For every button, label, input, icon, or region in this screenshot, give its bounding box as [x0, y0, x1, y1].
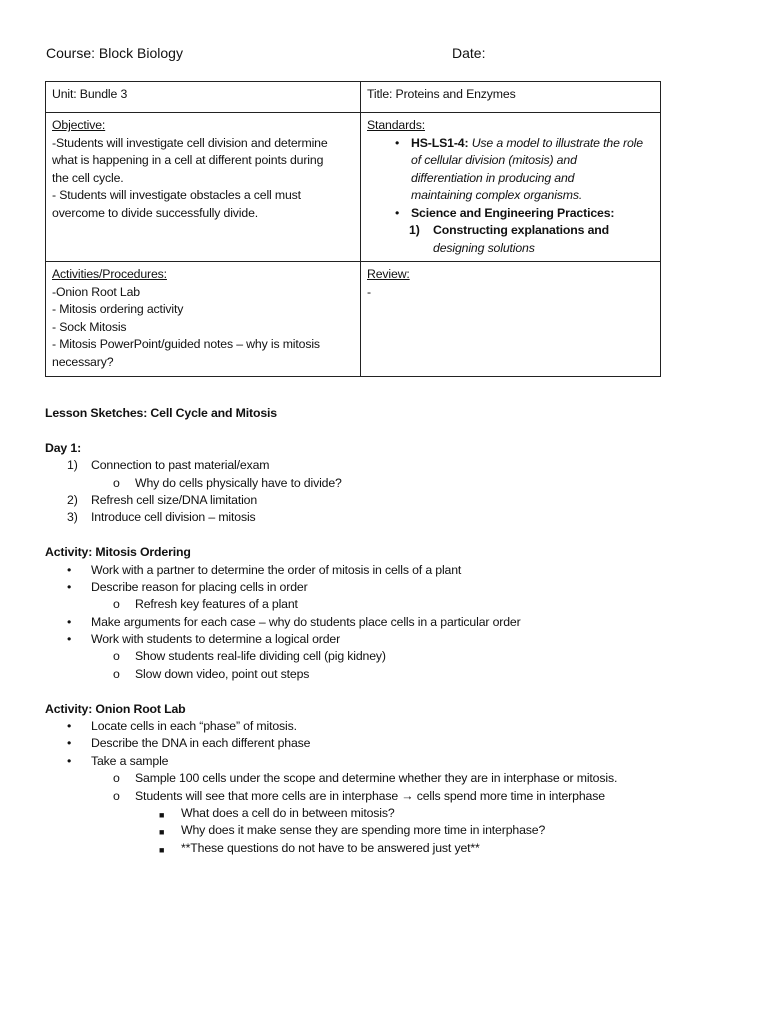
circle-marker: o	[113, 788, 120, 803]
item-number: 2)	[67, 492, 78, 507]
ordering-heading: Activity: Mitosis Ordering	[45, 545, 191, 560]
circle-marker: o	[113, 649, 120, 664]
square-marker: ■	[159, 809, 165, 820]
ordering-item	[45, 614, 725, 631]
objective-cell	[46, 113, 361, 262]
objective-label: Objective:	[52, 118, 106, 132]
standards-list	[367, 135, 654, 223]
standard-text: of cellular division (mitosis) and	[411, 153, 577, 167]
unit-text: Unit: Bundle 3	[52, 87, 128, 101]
circle-marker: o	[113, 771, 120, 786]
standard-code: HS-LS1-4:	[411, 135, 469, 150]
title-cell	[361, 82, 661, 113]
ordering-subitem-text: Show students real-life dividing cell (pig kidney)	[135, 649, 386, 664]
objective-line: - Students will investigate obstacles a cell must	[52, 188, 301, 202]
ordering-subitem-text: Slow down video, point out steps	[135, 666, 310, 681]
onion-item-text: Describe the DNA in each different phase	[91, 736, 311, 751]
onion-question-text: **These questions do not have to be answered just yet**	[181, 840, 480, 855]
square-marker: ■	[159, 827, 165, 838]
onion-subitem	[45, 770, 725, 787]
date-label: Date:	[452, 45, 486, 61]
onion-item-text: Locate cells in each “phase” of mitosis.	[91, 719, 297, 734]
ordering-subitem-text: Refresh key features of a plant	[135, 597, 298, 612]
square-marker: ■	[159, 844, 165, 855]
item-number: 1)	[67, 458, 78, 473]
lesson-plan-table	[45, 81, 661, 377]
day1-item	[45, 492, 725, 509]
review-text: -	[367, 284, 371, 299]
review-cell	[361, 262, 661, 377]
objective-line: overcome to divide successfully divide.	[52, 205, 259, 220]
standard-text: maintaining complex organisms.	[411, 188, 583, 202]
day1-heading: Day 1:	[45, 440, 82, 455]
activity-line: - Mitosis ordering activity	[52, 302, 184, 316]
practice-text: designing solutions	[433, 240, 535, 255]
onion-subitem	[45, 788, 725, 805]
onion-item-text: Take a sample	[91, 753, 169, 768]
activity-line: - Mitosis PowerPoint/guided notes – why is mitosis	[52, 337, 320, 351]
onion-question	[45, 805, 725, 822]
bullet-marker: •	[67, 579, 72, 594]
ordering-item-text: Work with a partner to determine the order of mitosis in cells of a plant	[91, 562, 462, 577]
bullet-marker: •	[67, 614, 72, 629]
ordering-item-text: Work with students to determine a logical order	[91, 632, 341, 647]
standard-item	[367, 135, 654, 153]
ordering-item	[45, 579, 725, 596]
ordering-subitem	[45, 648, 725, 665]
ordering-subitem	[45, 666, 725, 683]
standard-item-cont	[367, 152, 654, 170]
standard-item	[367, 205, 654, 223]
bullet-marker: •	[67, 719, 72, 734]
lesson-heading: Lesson Sketches: Cell Cycle and Mitosis	[45, 406, 277, 420]
day1-item	[45, 457, 725, 474]
standard-item-cont	[367, 187, 654, 205]
onion-question-text: Why does it make sense they are spending more time in interphase?	[181, 823, 546, 838]
day1-subitem-text: Why do cells physically have to divide?	[135, 475, 342, 490]
standard-text: differentiation in producing and	[411, 170, 575, 185]
practice-item	[367, 222, 654, 240]
day1-item-text: Introduce cell division – mitosis	[91, 510, 256, 525]
onion-question-text: What does a cell do in between mitosis?	[181, 805, 395, 820]
practice-text: Constructing explanations and	[433, 223, 610, 237]
onion-question	[45, 840, 725, 857]
onion-heading: Activity: Onion Root Lab	[45, 701, 186, 716]
day1-item-text: Refresh cell size/DNA limitation	[91, 492, 258, 507]
circle-marker: o	[113, 666, 120, 681]
bullet-marker: •	[395, 135, 400, 150]
objective-line: -Students will investigate cell division and determine	[52, 135, 328, 150]
standard-text: Use a model to illustrate the role	[471, 135, 643, 150]
onion-question	[45, 822, 725, 839]
review-label: Review:	[367, 267, 410, 281]
objective-line: the cell cycle.	[52, 170, 124, 185]
day1-item-text: Connection to past material/exam	[91, 458, 270, 473]
ordering-item	[45, 631, 725, 648]
onion-subitem-text: Sample 100 cells under the scope and determine whether they are in interphase or mitosis.	[135, 771, 618, 786]
bullet-marker: •	[67, 736, 72, 751]
practice-number: 1)	[409, 223, 420, 237]
standards-label: Standards:	[367, 118, 425, 132]
onion-subitem-text: Students will see that more cells are in interphase → cells spend more time in interphase	[135, 788, 605, 803]
title-text: Title: Proteins and Enzymes	[367, 87, 516, 101]
activity-line: - Sock Mitosis	[52, 319, 127, 334]
objective-line: what is happening in a cell at different points during	[52, 153, 324, 167]
circle-marker: o	[113, 597, 120, 612]
ordering-subitem	[45, 596, 725, 613]
ordering-item-text: Make arguments for each case – why do students place cells in a particular order	[91, 614, 521, 629]
bullet-marker: •	[67, 753, 72, 768]
standard-item-cont	[367, 170, 654, 188]
ordering-item-text: Describe reason for placing cells in order	[91, 579, 308, 594]
bullet-marker: •	[67, 632, 72, 647]
practice-item-cont	[367, 240, 654, 258]
item-number: 3)	[67, 510, 78, 525]
practices-label: Science and Engineering Practices:	[411, 205, 615, 220]
activity-line: necessary?	[52, 354, 114, 369]
bullet-marker: •	[395, 205, 400, 220]
course-label: Course: Block Biology	[46, 45, 183, 61]
ordering-item	[45, 562, 725, 579]
onion-item	[45, 753, 725, 770]
day1-item	[45, 509, 725, 526]
circle-marker: o	[113, 475, 120, 490]
standards-cell	[361, 113, 661, 262]
unit-cell	[46, 82, 361, 113]
activity-line: -Onion Root Lab	[52, 284, 140, 299]
bullet-marker: •	[67, 562, 72, 577]
activities-cell	[46, 262, 361, 377]
day1-subitem	[45, 475, 725, 492]
onion-item	[45, 718, 725, 735]
lesson-sketches	[45, 405, 725, 857]
activities-label: Activities/Procedures:	[52, 267, 167, 281]
onion-item	[45, 735, 725, 752]
